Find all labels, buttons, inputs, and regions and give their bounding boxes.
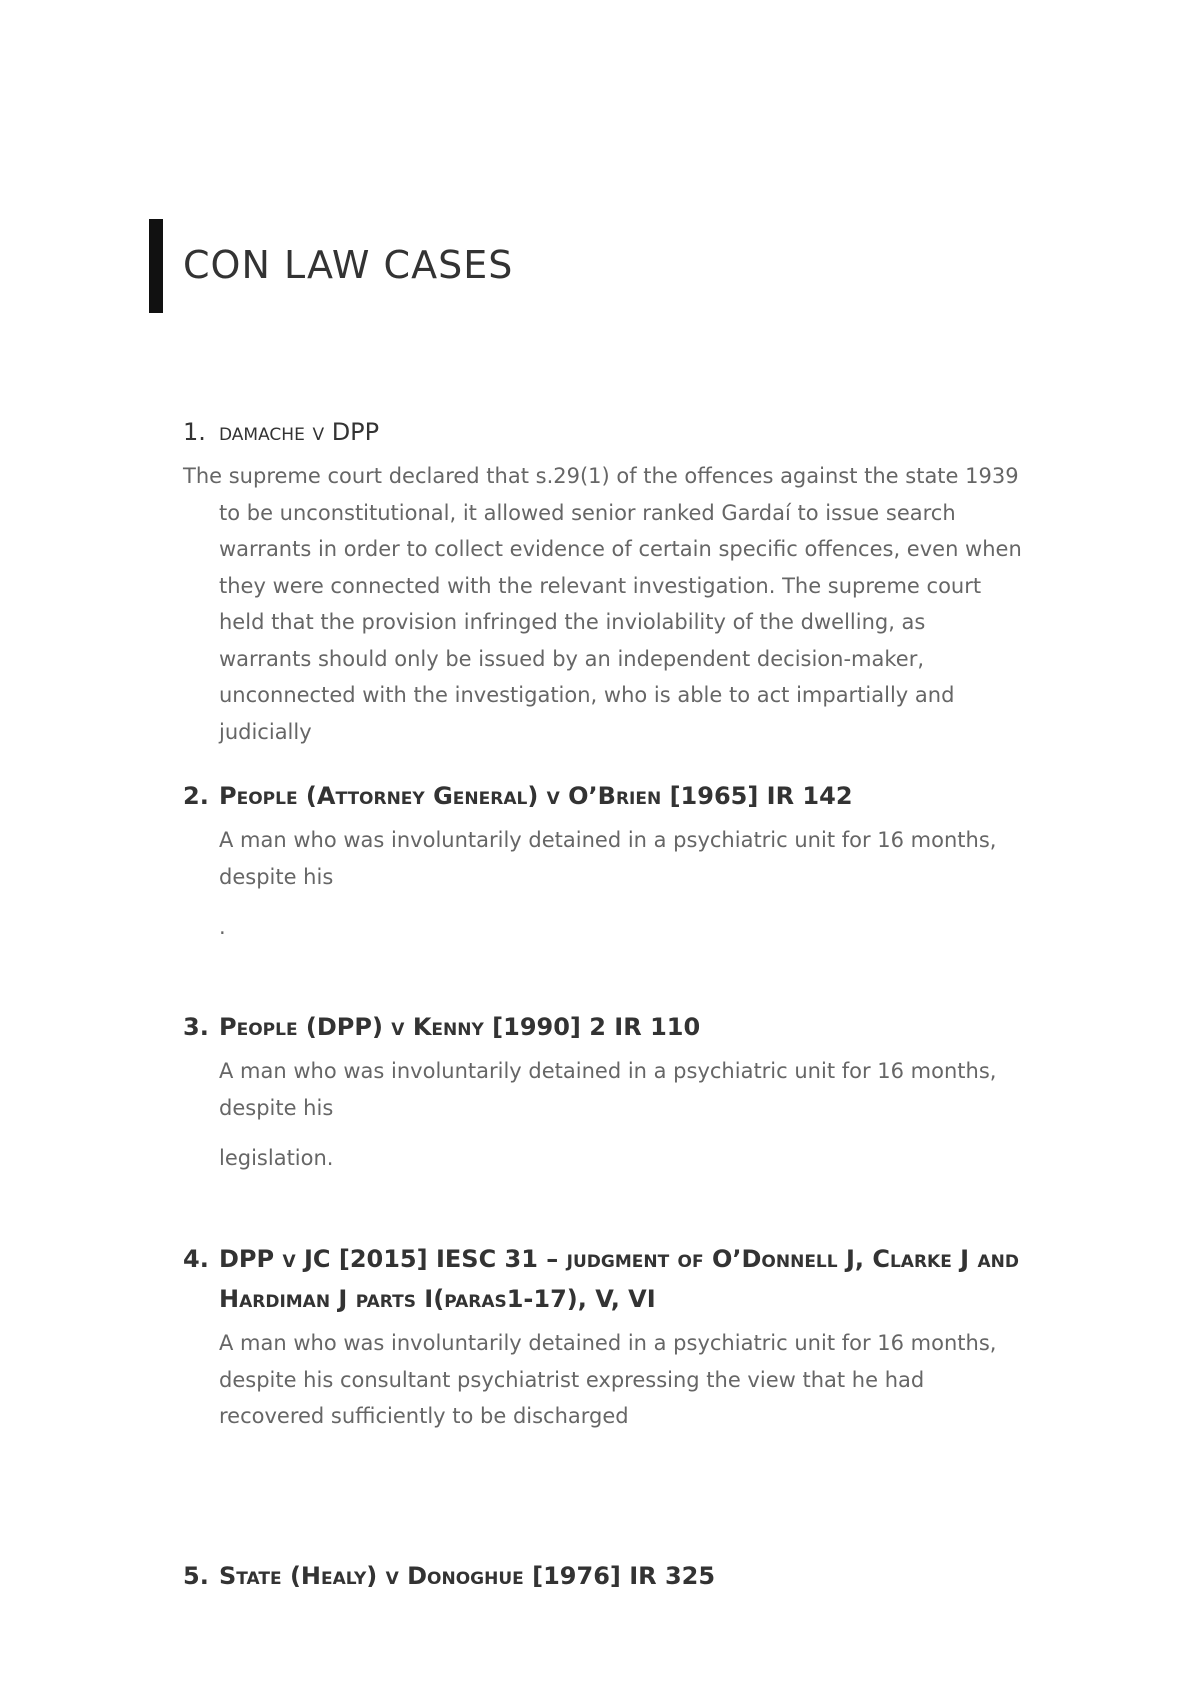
case-1-title: damache v DPP: [219, 418, 380, 446]
case-5: [183, 1556, 1023, 1596]
case-2-paragraph-2: .: [219, 915, 226, 939]
case-2: [183, 776, 1023, 946]
case-1-heading: [183, 412, 1023, 452]
case-4-heading: [183, 1239, 1023, 1319]
case-5-heading: [183, 1556, 1023, 1596]
case-5-number: 5.: [183, 1562, 209, 1590]
case-4-paragraph: A man who was involuntarily detained in a psychiatric unit for 16 months, despite his consultant psychiatrist expressing the view that he had recovered sufficiently to be discharged: [219, 1331, 997, 1428]
case-1-paragraph: The supreme court declared that s.29(1) of the offences against the state 1939 to be unconstitutional, it allowed senior ranked Gardaí to issue search warrants in order to collect evidence of certain specific offences, even when they were connected with the relevant investigation. The supreme court held that the provision infringed the inviolability of the dwelling, as warrants should only be issued by an independent decision-maker, unconnected with the investigation, who is able to act impartially and judicially: [183, 464, 1022, 744]
case-2-number: 2.: [183, 782, 209, 810]
title-accent-bar: [149, 219, 163, 313]
case-3-paragraph-2: legislation.: [219, 1146, 334, 1170]
document-title: CON LAW CASES: [183, 243, 514, 287]
case-3-title: People (DPP) v Kenny [1990] 2 IR 110: [219, 1013, 701, 1041]
case-3-heading: [183, 1007, 1023, 1047]
case-4-number: 4.: [183, 1245, 209, 1273]
case-1-number: 1.: [183, 418, 206, 446]
case-3-paragraph-1: A man who was involuntarily detained in a psychiatric unit for 16 months, despite his: [219, 1059, 997, 1120]
case-3: [183, 1007, 1023, 1177]
case-5-title: State (Healy) v Donoghue [1976] IR 325: [219, 1562, 716, 1590]
case-2-title: People (Attorney General) v O’Brien [1965] IR 142: [219, 782, 853, 810]
case-4-title-line-2: Hardiman J parts I(paras1-17), V, VI: [219, 1285, 656, 1313]
case-2-heading: [183, 776, 1023, 816]
case-1: [183, 412, 1023, 750]
case-2-paragraph-1: A man who was involuntarily detained in a psychiatric unit for 16 months, despite his: [219, 828, 997, 889]
case-4-title-line-1: DPP v JC [2015] IESC 31 – judgment of O’Donnell J, Clarke J and: [219, 1245, 1019, 1273]
case-3-number: 3.: [183, 1013, 209, 1041]
case-4: [183, 1239, 1023, 1435]
